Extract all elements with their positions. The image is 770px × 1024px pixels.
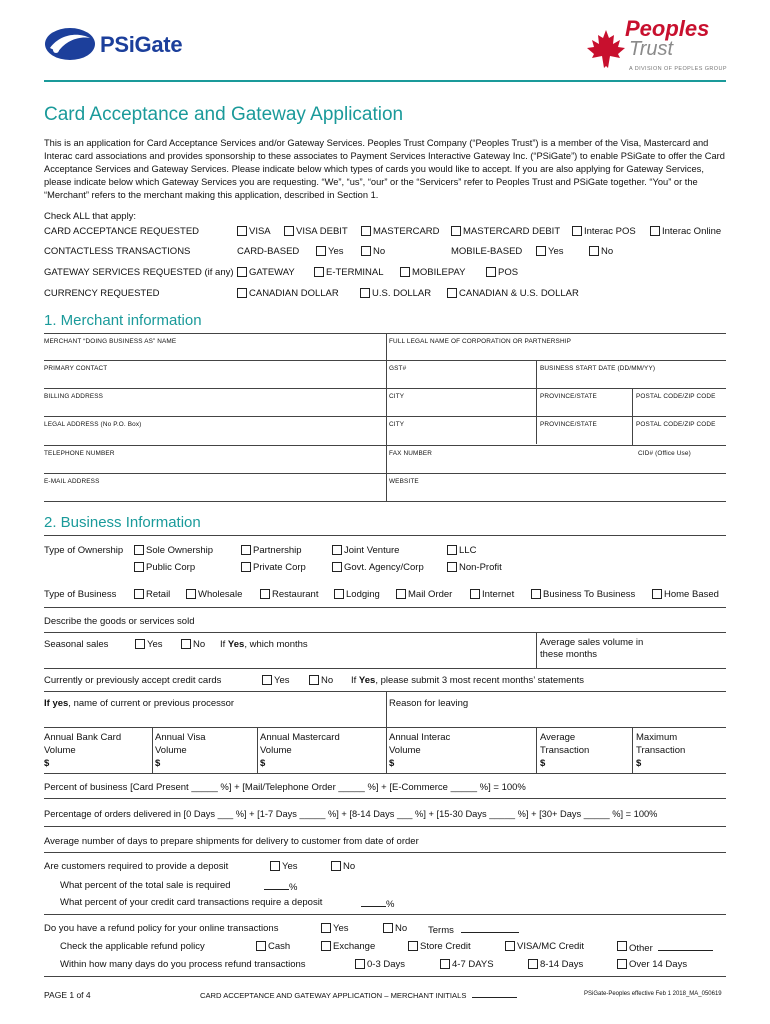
- processor-field[interactable]: [44, 698, 234, 709]
- non-profit-checkbox[interactable]: [447, 562, 457, 572]
- days-over-14-label: Over 14 Days: [629, 959, 688, 970]
- contactless-label: CONTACTLESS TRANSACTIONS: [44, 246, 191, 257]
- billing-postal-field[interactable]: POSTAL CODE/ZIP CODE: [636, 393, 716, 400]
- e-terminal-checkbox[interactable]: [314, 267, 324, 277]
- credit-deposit-label: What percent of your credit card transactions require a deposit: [60, 897, 323, 908]
- deposit-no-label: No: [343, 861, 356, 872]
- interac-pos-label: Interac POS: [584, 226, 636, 237]
- intro-paragraph: This is an application for Card Acceptance Services and/or Gateway Services. Peoples Trust Company (“Peoples Trust”) is a member of the Visa, Mastercard and Interac card associations and provides sponsorship to these associates to Payment Services Interactive Gateway Inc. (“PSiGate”) to enable PSiGate to offer the Card Acceptance Services and Gateway Services. Please indicate below which types of cards you would like to accept. If you are also applying for Gateway Services, please indicate below which Gateway Services you are requesting. “We”, “us”, “our” or the “Servicers” refer to Peoples Trust and PSiGate together. “You” or the “Merchant” refers to the merchant making this application, described in Section 1.: [44, 138, 725, 200]
- retail-label: Retail: [146, 589, 171, 600]
- describe-goods-field[interactable]: Describe the goods or services sold: [44, 616, 195, 627]
- header-rule: [44, 80, 726, 82]
- refund-visa-mc-label: VISA/MC Credit: [517, 941, 585, 952]
- visa-volume-field[interactable]: [155, 731, 206, 770]
- visa-vol-dollar: $: [155, 758, 161, 769]
- interac-online-label: Interac Online: [662, 226, 722, 237]
- pos-label: POS: [498, 267, 519, 278]
- interac-vol-line2: Volume: [389, 745, 421, 756]
- avg-tx-line1: Average: [540, 732, 576, 743]
- interac-pos-checkbox[interactable]: [572, 226, 582, 236]
- avg-days-field[interactable]: Average number of days to prepare shipments for delivery to customer from date of order: [44, 836, 419, 847]
- s1-line-3: [44, 416, 726, 417]
- processor-text: , name of current or previous processor: [68, 698, 235, 709]
- days-over-14-checkbox[interactable]: [617, 959, 627, 969]
- days-0-3-label: 0-3 Days: [367, 959, 406, 970]
- us-dollar-checkbox[interactable]: [360, 288, 370, 298]
- billing-city-field[interactable]: CITY: [389, 393, 405, 400]
- refund-cash-label: Cash: [268, 941, 291, 952]
- s2-bottom-line: [44, 976, 726, 977]
- restaurant-checkbox[interactable]: [260, 589, 270, 599]
- currently-yes-label: Yes: [274, 675, 290, 686]
- refund-policy-label: Check the applicable refund policy: [60, 941, 205, 952]
- seasonal-if-prefix: If: [220, 639, 228, 650]
- card-based-yes-label: Yes: [328, 246, 344, 257]
- seasonal-label: Seasonal sales: [44, 639, 109, 650]
- deposit-yes-label: Yes: [282, 861, 298, 872]
- deposit-percent-blank[interactable]: [264, 880, 289, 890]
- gateway-label: GATEWAY SERVICES REQUESTED (if any): [44, 267, 234, 278]
- s1-divider: [536, 360, 537, 444]
- interac-vol-line1: Annual Interac: [389, 732, 451, 743]
- section1-title: 1. Merchant information: [44, 312, 202, 329]
- home-based-checkbox[interactable]: [652, 589, 662, 599]
- psigate-wordmark: PSiGate: [100, 32, 183, 57]
- legal-postal-field[interactable]: POSTAL CODE/ZIP CODE: [636, 421, 716, 428]
- bank-card-line1: Annual Bank Card: [44, 732, 122, 743]
- s1-divider: [632, 388, 633, 445]
- page-number: PAGE 1 of 4: [44, 990, 91, 1000]
- internet-checkbox[interactable]: [470, 589, 480, 599]
- govt-agency-label: Govt. Agency/Corp: [344, 562, 424, 573]
- days-4-7-checkbox[interactable]: [440, 959, 450, 969]
- form-version: PSiGate-Peoples effective Feb 1 2018_MA_050619: [584, 991, 722, 997]
- legal-address-field[interactable]: LEGAL ADDRESS (No P.O. Box): [44, 421, 142, 428]
- s1-line-5: [44, 473, 726, 474]
- sole-ownership-label: Sole Ownership: [146, 545, 214, 556]
- joint-venture-checkbox[interactable]: [332, 545, 342, 555]
- bank-card-dollar: $: [44, 758, 50, 769]
- refund-visa-mc-checkbox[interactable]: [505, 941, 515, 951]
- s1-line-1: [44, 360, 726, 361]
- joint-venture-label: Joint Venture: [344, 545, 400, 556]
- seasonal-months-label: [220, 639, 308, 650]
- submit-statements-label: [351, 675, 584, 686]
- seasonal-no-checkbox[interactable]: [181, 639, 191, 649]
- refund-no-checkbox[interactable]: [383, 923, 393, 933]
- s1-line-0: [44, 333, 726, 334]
- avg-tx-line2: Transaction: [540, 745, 590, 756]
- merchant-initials-blank[interactable]: [472, 990, 517, 998]
- mobile-based-label: MOBILE-BASED: [451, 246, 523, 257]
- max-tx-line1: Maximum: [636, 732, 678, 743]
- govt-agency-checkbox[interactable]: [332, 562, 342, 572]
- mastercard-debit-checkbox[interactable]: [451, 226, 461, 236]
- avg-volume-field[interactable]: Average sales volume in these months: [540, 637, 644, 660]
- credit-deposit-blank[interactable]: [361, 897, 386, 907]
- mobilepay-label: MOBILEPAY: [412, 267, 466, 278]
- non-profit-label: Non-Profit: [459, 562, 502, 573]
- public-corp-label: Public Corp: [146, 562, 196, 573]
- refund-other-blank[interactable]: [658, 941, 713, 951]
- vol-divider: [386, 727, 387, 773]
- refund-other-label: Other: [629, 943, 653, 954]
- trust-wordmark: Trust: [629, 38, 674, 60]
- primary-contact-field[interactable]: PRIMARY CONTACT: [44, 365, 108, 372]
- merchant-initials-label: CARD ACCEPTANCE AND GATEWAY APPLICATION – MERCHANT INITIALS: [200, 991, 467, 1000]
- legal-city-field[interactable]: CITY: [389, 421, 405, 428]
- mobile-based-yes-checkbox[interactable]: [536, 246, 546, 256]
- days-0-3-checkbox[interactable]: [355, 959, 365, 969]
- s2-top-line: [44, 535, 726, 536]
- llc-checkbox[interactable]: [447, 545, 457, 555]
- gateway-checkbox[interactable]: [237, 267, 247, 277]
- wholesale-checkbox[interactable]: [186, 589, 196, 599]
- days-8-14-label: 8-14 Days: [540, 959, 584, 970]
- deposit-percent-field[interactable]: [264, 880, 297, 893]
- card-based-no-checkbox[interactable]: [361, 246, 371, 256]
- s2-line-c: [44, 668, 726, 669]
- b2b-checkbox[interactable]: [531, 589, 541, 599]
- refund-cash-checkbox[interactable]: [256, 941, 266, 951]
- credit-deposit-field[interactable]: [361, 897, 394, 910]
- visa-debit-label: VISA DEBIT: [296, 226, 348, 237]
- cad-usd-checkbox[interactable]: [447, 288, 457, 298]
- reason-leaving-field[interactable]: Reason for leaving: [389, 698, 469, 709]
- vol-divider: [257, 727, 258, 773]
- average-transaction-field[interactable]: [540, 731, 589, 770]
- vol-divider: [632, 727, 633, 773]
- section2-title: 2. Business Information: [44, 514, 201, 531]
- days-4-7-label: 4-7 DAYS: [452, 959, 494, 970]
- retail-checkbox[interactable]: [134, 589, 144, 599]
- sole-ownership-checkbox[interactable]: [134, 545, 144, 555]
- refund-store-credit-checkbox[interactable]: [408, 941, 418, 951]
- card-based-yes-checkbox[interactable]: [316, 246, 326, 256]
- seasonal-yes-checkbox[interactable]: [135, 639, 145, 649]
- email-field[interactable]: E-MAIL ADDRESS: [44, 478, 100, 485]
- cad-usd-label: CANADIAN & U.S. DOLLAR: [459, 288, 579, 299]
- s2-line-b: [44, 632, 726, 633]
- legal-name-field[interactable]: FULL LEGAL NAME OF CORPORATION OR PARTNERSHIP: [389, 338, 572, 345]
- home-based-label: Home Based: [664, 589, 719, 600]
- vol-divider: [536, 727, 537, 773]
- wholesale-label: Wholesale: [198, 589, 243, 600]
- seasonal-no-label: No: [193, 639, 206, 650]
- card-acceptance-label: CARD ACCEPTANCE REQUESTED: [44, 226, 200, 237]
- lodging-checkbox[interactable]: [334, 589, 344, 599]
- us-dollar-label: U.S. DOLLAR: [372, 288, 432, 299]
- s2-line-a: [44, 607, 726, 608]
- percent-business-row[interactable]: Percent of business [Card Present _____ %] + [Mail/Telephone Order _____ %] + [E-Commerce _____ %] = 100%: [44, 782, 526, 793]
- credit-deposit-sign: %: [386, 899, 395, 910]
- submit-if-prefix: If: [351, 675, 359, 686]
- lodging-label: Lodging: [346, 589, 380, 600]
- avg-tx-dollar: $: [540, 758, 546, 769]
- card-based-label: CARD-BASED: [237, 246, 300, 257]
- private-corp-label: Private Corp: [253, 562, 306, 573]
- canadian-dollar-label: CANADIAN DOLLAR: [249, 288, 339, 299]
- deposit-no-checkbox[interactable]: [331, 861, 341, 871]
- website-field[interactable]: WEBSITE: [389, 478, 419, 485]
- currently-accept-label: Currently or previously accept credit cards: [44, 675, 222, 686]
- peoples-wordmark: Peoples: [625, 16, 710, 41]
- e-terminal-label: E-TERMINAL: [326, 267, 384, 278]
- refund-store-credit-label: Store Credit: [420, 941, 471, 952]
- max-tx-line2: Transaction: [636, 745, 686, 756]
- percent-orders-row[interactable]: Percentage of orders delivered in [0 Days ___ %] + [1-7 Days _____ %] + [8-14 Days ___ %] + [15-30 Days _____ %] + [30+ Days _____ %] = 100%: [44, 809, 658, 819]
- currently-no-label: No: [321, 675, 334, 686]
- s2-line-d: [44, 691, 726, 692]
- s2-line-h: [44, 826, 726, 827]
- mc-vol-line2: Volume: [260, 745, 292, 756]
- merchant-initials-field[interactable]: [200, 990, 517, 1000]
- billing-address-field[interactable]: BILLING ADDRESS: [44, 393, 104, 400]
- psigate-logo: [44, 26, 204, 62]
- mobile-based-no-label: No: [601, 246, 614, 257]
- refund-question: Do you have a refund policy for your online transactions: [44, 923, 279, 934]
- currency-label: CURRENCY REQUESTED: [44, 288, 160, 299]
- mc-vol-line1: Annual Mastercard: [260, 732, 340, 743]
- submit-if-yes: Yes: [358, 675, 376, 686]
- telephone-field[interactable]: TELEPHONE NUMBER: [44, 450, 115, 457]
- b2b-label: Business To Business: [543, 589, 636, 600]
- days-8-14-checkbox[interactable]: [528, 959, 538, 969]
- canadian-dollar-checkbox[interactable]: [237, 288, 247, 298]
- seasonal-divider: [536, 632, 537, 668]
- mail-order-label: Mail Order: [408, 589, 453, 600]
- terms-blank[interactable]: [461, 923, 519, 933]
- mastercard-label: MASTERCARD: [373, 226, 440, 237]
- s2-line-e: [44, 727, 726, 728]
- deposit-yes-checkbox[interactable]: [270, 861, 280, 871]
- page-title: Card Acceptance and Gateway Application: [44, 104, 404, 125]
- refund-no-label: No: [395, 923, 408, 934]
- deposit-question: Are customers required to provide a deposit: [44, 861, 229, 872]
- seasonal-if-yes: Yes: [227, 639, 245, 650]
- s1-line-2: [44, 388, 726, 389]
- s2-line-f: [44, 773, 726, 774]
- refund-other-checkbox[interactable]: [617, 941, 627, 951]
- refund-exchange-label: Exchange: [333, 941, 376, 952]
- s2-line-j: [44, 914, 726, 915]
- s2-line-i: [44, 852, 726, 853]
- visa-vol-line2: Volume: [155, 745, 187, 756]
- public-corp-checkbox[interactable]: [134, 562, 144, 572]
- deposit-percent-sign: %: [289, 882, 298, 893]
- visa-vol-line1: Annual Visa: [155, 732, 206, 743]
- billing-province-field[interactable]: PROVINCE/STATE: [540, 393, 597, 400]
- processor-divider: [386, 691, 387, 727]
- maximum-transaction-field[interactable]: [636, 731, 685, 770]
- restaurant-label: Restaurant: [272, 589, 319, 600]
- seasonal-months-text: , which months: [244, 639, 308, 650]
- cid-field: CID# (Office Use): [638, 450, 691, 457]
- refund-exchange-checkbox[interactable]: [321, 941, 331, 951]
- gateway-option-label: GATEWAY: [249, 267, 295, 278]
- legal-province-field[interactable]: PROVINCE/STATE: [540, 421, 597, 428]
- gst-field[interactable]: GST#: [389, 365, 407, 372]
- refund-yes-checkbox[interactable]: [321, 923, 331, 933]
- s1-divider: [386, 333, 387, 501]
- mail-order-checkbox[interactable]: [396, 589, 406, 599]
- business-type-label: Type of Business: [44, 589, 117, 600]
- mastercard-checkbox[interactable]: [361, 226, 371, 236]
- vol-divider: [152, 727, 153, 773]
- maple-leaf-icon: [585, 28, 627, 72]
- s1-line-4: [44, 445, 726, 446]
- s2-line-g: [44, 798, 726, 799]
- seasonal-yes-label: Yes: [147, 639, 163, 650]
- psigate-swirl-icon: [44, 26, 96, 62]
- mobilepay-checkbox[interactable]: [400, 267, 410, 277]
- currently-no-checkbox[interactable]: [309, 675, 319, 685]
- private-corp-checkbox[interactable]: [241, 562, 251, 572]
- submit-statements-text: , please submit 3 most recent months’ statements: [375, 675, 585, 686]
- interac-online-checkbox[interactable]: [650, 226, 660, 236]
- visa-debit-checkbox[interactable]: [284, 226, 294, 236]
- max-tx-dollar: $: [636, 758, 642, 769]
- terms-label: Terms: [428, 925, 454, 936]
- interac-vol-dollar: $: [389, 758, 395, 769]
- dba-field[interactable]: MERCHANT “DOING BUSINESS AS” NAME: [44, 338, 177, 345]
- deposit-percent-label: What percent of the total sale is required: [60, 880, 231, 891]
- division-caption: A DIVISION OF PEOPLES GROUP: [629, 66, 727, 72]
- mastercard-volume-field[interactable]: [260, 731, 340, 770]
- mobile-based-yes-label: Yes: [548, 246, 564, 257]
- mc-vol-dollar: $: [260, 758, 266, 769]
- terms-field[interactable]: [428, 923, 519, 936]
- check-all-label: Check ALL that apply:: [44, 211, 137, 222]
- llc-label: LLC: [459, 545, 477, 556]
- partnership-label: Partnership: [253, 545, 302, 556]
- refund-yes-label: Yes: [333, 923, 349, 934]
- bank-card-line2: Volume: [44, 745, 76, 756]
- start-date-field[interactable]: BUSINESS START DATE (DD/MM/YY): [540, 365, 656, 372]
- processor-if-yes: If yes: [44, 698, 69, 709]
- card-based-no-label: No: [373, 246, 386, 257]
- mastercard-debit-label: MASTERCARD DEBIT: [463, 226, 561, 237]
- ownership-label: Type of Ownership: [44, 545, 124, 556]
- internet-label: Internet: [482, 589, 515, 600]
- currently-yes-checkbox[interactable]: [262, 675, 272, 685]
- bank-card-volume-field[interactable]: [44, 731, 121, 770]
- partnership-checkbox[interactable]: [241, 545, 251, 555]
- s1-line-6: [44, 501, 726, 502]
- interac-volume-field[interactable]: [389, 731, 450, 770]
- refund-other-field[interactable]: [629, 941, 713, 954]
- pos-checkbox[interactable]: [486, 267, 496, 277]
- fax-field[interactable]: FAX NUMBER: [389, 450, 433, 457]
- visa-checkbox[interactable]: [237, 226, 247, 236]
- visa-label: VISA: [249, 226, 271, 237]
- peoples-trust-logo: [585, 14, 735, 76]
- refund-days-label: Within how many days do you process refund transactions: [60, 959, 306, 970]
- mobile-based-no-checkbox[interactable]: [589, 246, 599, 256]
